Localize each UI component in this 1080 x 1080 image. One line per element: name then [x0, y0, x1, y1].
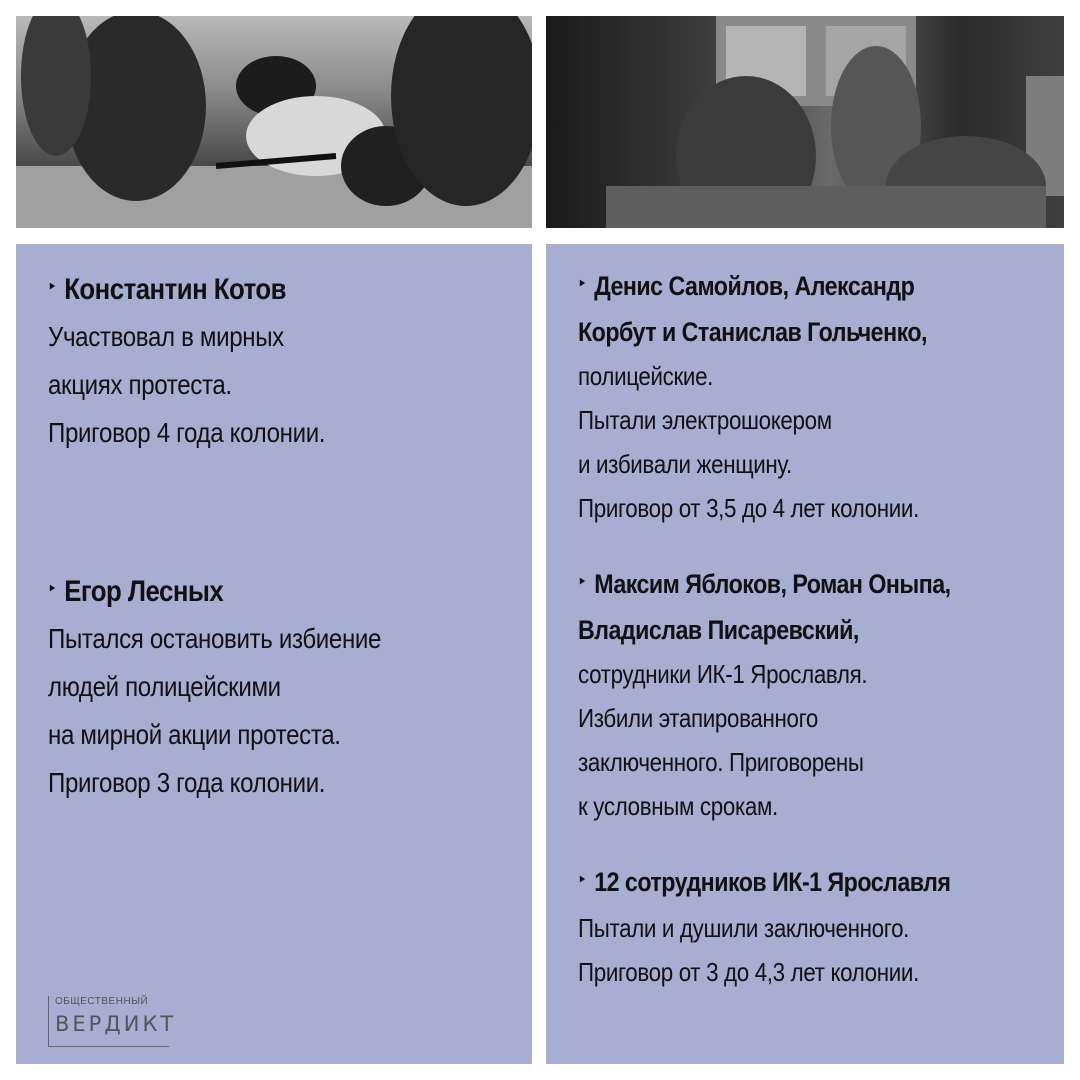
- description-line: Избили этапированного: [578, 702, 819, 733]
- logo-main-text: ВЕРДИКТ: [55, 1012, 177, 1036]
- entry-description: [48, 313, 325, 457]
- bullet-icon: ‣: [578, 573, 586, 591]
- description-line: заключенного. Приговорены: [578, 746, 864, 777]
- description-line: Приговор 3 года колонии.: [48, 767, 326, 799]
- bullet-icon: ‣: [578, 275, 586, 293]
- description-line: акциях протеста.: [48, 369, 232, 401]
- entry-kotov: [48, 268, 370, 457]
- photo-police-detention: [16, 16, 532, 228]
- entry-yablokov: [578, 562, 1011, 828]
- name-text: Егор Лесных: [64, 575, 224, 608]
- bullet-icon: ‣: [48, 581, 56, 599]
- bullet-icon: ‣: [48, 279, 56, 297]
- entry-description: [48, 615, 381, 807]
- description-line: и избивали женщину.: [578, 448, 792, 479]
- description-line: Приговор 4 года колонии.: [48, 417, 326, 449]
- description-line: Участвовал в мирных: [48, 321, 284, 353]
- entry-name: [578, 264, 927, 354]
- entry-description: [578, 354, 927, 530]
- right-panel: [546, 244, 1064, 1064]
- description-line: Пытался остановить избиение: [48, 623, 382, 655]
- entry-name: [578, 860, 950, 906]
- entry-lesnykh: [48, 570, 435, 807]
- photo-left-illustration: [16, 16, 532, 228]
- description-line: Пытали электрошокером: [578, 404, 832, 435]
- name-text: Владислав Писаревский,: [578, 614, 859, 645]
- name-text: Максим Яблоков, Роман Оныпа,: [594, 569, 951, 599]
- bullet-icon: ‣: [578, 871, 586, 889]
- photo-prison-beating: [546, 16, 1064, 228]
- verdict-logo: [48, 996, 177, 1047]
- description-line: людей полицейскими: [48, 671, 281, 703]
- description-line: Приговор от 3,5 до 4 лет колонии.: [578, 492, 919, 523]
- name-text: Константин Котов: [64, 273, 286, 306]
- entry-samoylov: [578, 264, 984, 530]
- description-line: сотрудники ИК-1 Ярославля.: [578, 658, 868, 689]
- name-text: 12 сотрудников ИК-1 Ярославля: [594, 867, 951, 897]
- name-text: Денис Самойлов, Александр: [594, 271, 915, 301]
- entry-name: [48, 268, 325, 313]
- description-line: полицейские.: [578, 360, 714, 391]
- entry-description: [578, 906, 950, 994]
- entry-description: [578, 652, 951, 828]
- entry-name: [48, 570, 381, 615]
- description-line: к условным срокам.: [578, 790, 778, 821]
- description-line: Приговор от 3 до 4,3 лет колонии.: [578, 956, 919, 987]
- entry-name: [578, 562, 951, 652]
- description-line: на мирной акции протеста.: [48, 719, 341, 751]
- name-text: Корбут и Станислав Гольченко,: [578, 316, 927, 347]
- description-line: Пытали и душили заключенного.: [578, 912, 910, 943]
- entry-12-officers: [578, 860, 1011, 994]
- logo-top-text: ОБЩЕСТВЕННЫЙ: [55, 996, 149, 1007]
- left-panel: [16, 244, 532, 1064]
- photo-right-illustration: [546, 16, 1064, 228]
